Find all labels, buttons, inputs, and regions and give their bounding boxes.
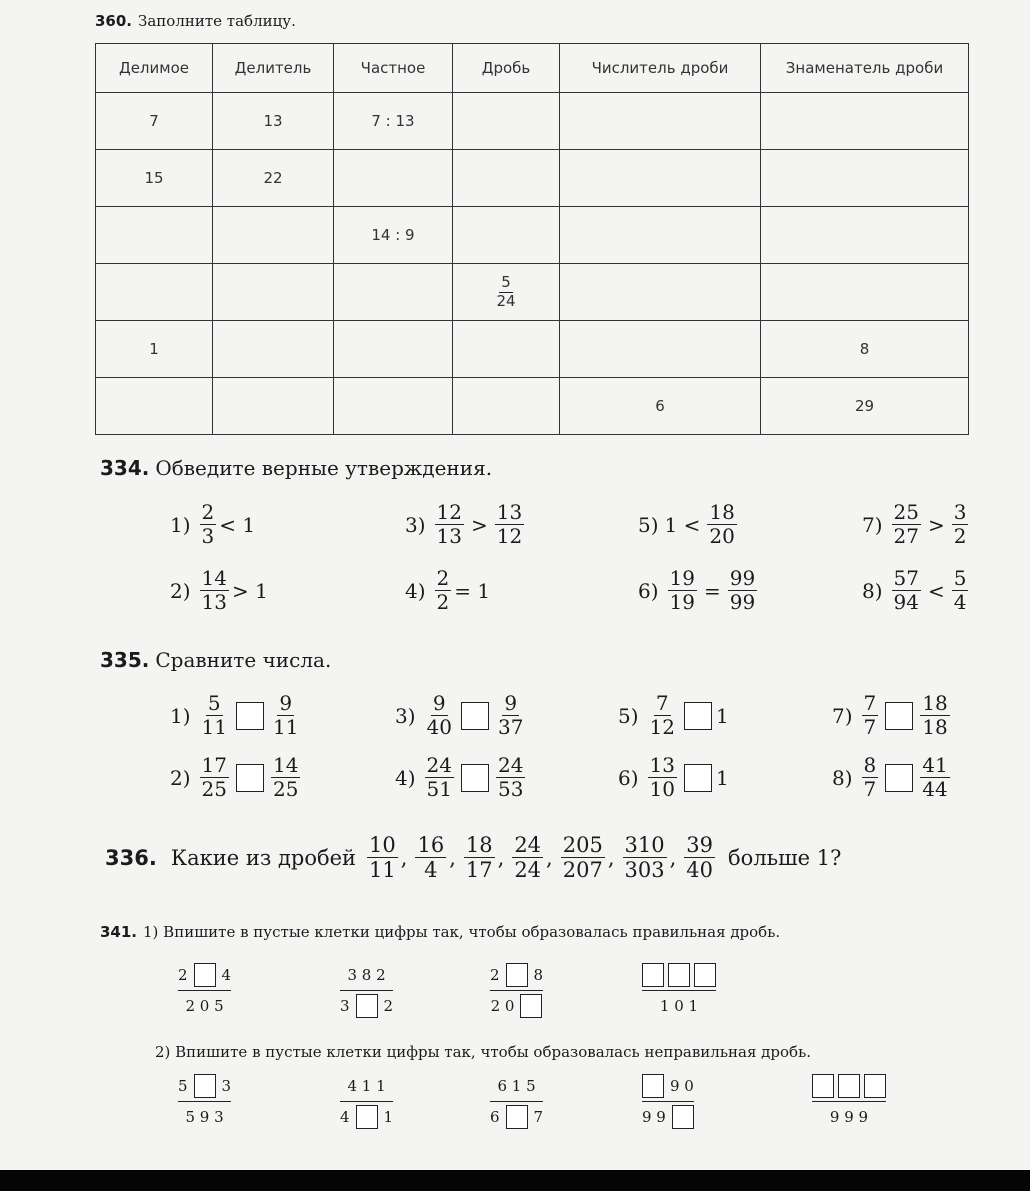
cell [96,207,213,264]
compare-6: 6) $\frac{13}{10}$ 1 [618,753,729,801]
cell [560,93,761,150]
cell: 6 [560,378,761,435]
digit-box[interactable] [812,1074,834,1098]
col-header: Частное [334,44,453,93]
digit-fraction-f: 4 1 1 4 1 [340,1073,393,1130]
cell: 13 [213,93,334,150]
compare-7: 7) $\frac{7}{7}$ $\frac{18}{18}$ [832,691,948,739]
digit-box[interactable] [642,1074,664,1098]
cell: 14 : 9 [334,207,453,264]
cell [213,264,334,321]
table-row [96,378,969,435]
cell [334,150,453,207]
cell: 7 : 13 [334,93,453,150]
cell [453,207,560,264]
answer-box[interactable] [236,702,264,730]
cell [213,321,334,378]
cell [761,93,969,150]
digit-box[interactable] [506,1105,528,1129]
table-row [96,321,969,378]
compare-4: 4) $\frac{24}{51}$ $\frac{24}{53}$ [395,753,524,801]
cell [761,207,969,264]
cell [213,207,334,264]
cell [213,378,334,435]
task-334-title: 334. Обведите верные утверждения. [100,456,493,480]
digit-box[interactable] [194,963,216,987]
cell [453,150,560,207]
compare-2: 2) $\frac{17}{25}$ $\frac{14}{25}$ [170,753,299,801]
task-360-title: 360. Заполните таблицу. [95,12,296,30]
digit-fraction-i: 9 9 9 [812,1073,886,1130]
answer-box[interactable] [684,764,712,792]
digit-fraction-e: 5 3 5 9 3 [178,1073,231,1130]
cell [560,264,761,321]
digit-box[interactable] [864,1074,886,1098]
compare-1: 1) $\frac{5}{11}$ $\frac{9}{11}$ [170,691,299,739]
cell [453,321,560,378]
compare-5: 5) $\frac{7}{12}$ 1 [618,691,729,739]
digit-box[interactable] [668,963,690,987]
col-header: Знаменатель дроби [761,44,969,93]
cell [96,264,213,321]
cell: 1 [96,321,213,378]
table-row [96,93,969,150]
cell [453,264,560,321]
task-336: 336. Какие из дробей $\frac{10}{11}$ , $\frac{16}{4}$ , $\frac{18}{17}$ , $\frac{24}{24}$ , $\frac{205}{207}$ , $\frac{310}{303}$ , $\frac{39}{40}$ больше 1? [105,833,842,883]
statement-2[interactable]: 2) $\frac{14}{13}$ > 1 [170,566,268,614]
digit-box[interactable] [356,994,378,1018]
col-header: Числитель дроби [560,44,761,93]
digit-box[interactable] [838,1074,860,1098]
table-row [96,264,969,321]
digit-box[interactable] [642,963,664,987]
statement-7[interactable]: 7) $\frac{25}{27}$ > $\frac{3}{2}$ [862,500,967,548]
col-header: Делитель [213,44,334,93]
table-row [96,150,969,207]
digit-fraction-c: 2 8 2 0 [490,962,543,1019]
answer-box[interactable] [461,702,489,730]
cell [560,321,761,378]
cell [560,207,761,264]
table-row [96,207,969,264]
digit-fraction-a: 2 4 2 0 5 [178,962,231,1019]
cell [761,150,969,207]
answer-box[interactable] [461,764,489,792]
cell [560,150,761,207]
cell [334,264,453,321]
statement-5[interactable]: 5) 1 < $\frac{18}{20}$ [638,500,735,548]
statement-1[interactable]: 1) $\frac{2}{3}$ < 1 [170,500,256,548]
fraction: $\frac{5}{24}$ [496,272,516,310]
cell [453,93,560,150]
digit-fraction-b: 3 8 2 3 2 [340,962,393,1019]
statement-8[interactable]: 8) $\frac{57}{94}$ < $\frac{5}{4}$ [862,566,967,614]
answer-box[interactable] [885,702,913,730]
cell: 15 [96,150,213,207]
cell: 22 [213,150,334,207]
cell: 29 [761,378,969,435]
cell: 7 [96,93,213,150]
digit-fraction-h: 9 0 9 9 [642,1073,694,1130]
cell [453,378,560,435]
digit-box[interactable] [506,963,528,987]
task-360-table [95,43,969,435]
answer-box[interactable] [885,764,913,792]
task-341-part2: 2) Впишите в пустые клетки цифры так, чтобы образовалась неправильная дробь. [155,1043,812,1061]
compare-8: 8) $\frac{8}{7}$ $\frac{41}{44}$ [832,753,948,801]
statement-4[interactable]: 4) $\frac{2}{2}$ = 1 [405,566,491,614]
cell [761,264,969,321]
digit-box[interactable] [356,1105,378,1129]
col-header: Дробь [453,44,560,93]
cell [334,321,453,378]
bottom-edge [0,1170,1030,1191]
answer-box[interactable] [684,702,712,730]
cell [334,378,453,435]
task-341-part1: 341. 1) Впишите в пустые клетки цифры так, чтобы образовалась правильная дробь. [100,923,781,941]
answer-box[interactable] [236,764,264,792]
cell: 8 [761,321,969,378]
digit-fraction-g: 6 1 5 6 7 [490,1073,543,1130]
compare-3: 3) $\frac{9}{40}$ $\frac{9}{37}$ [395,691,524,739]
digit-box[interactable] [194,1074,216,1098]
digit-box[interactable] [520,994,542,1018]
digit-fraction-d: 1 0 1 [642,962,716,1019]
digit-box[interactable] [694,963,716,987]
cell [96,378,213,435]
task-335-title: 335. Сравните числа. [100,648,332,672]
digit-box[interactable] [672,1105,694,1129]
col-header: Делимое [96,44,213,93]
statement-6[interactable]: 6) $\frac{19}{19}$ = $\frac{99}{99}$ [638,566,756,614]
statement-3[interactable]: 3) $\frac{12}{13}$ > $\frac{13}{12}$ [405,500,523,548]
